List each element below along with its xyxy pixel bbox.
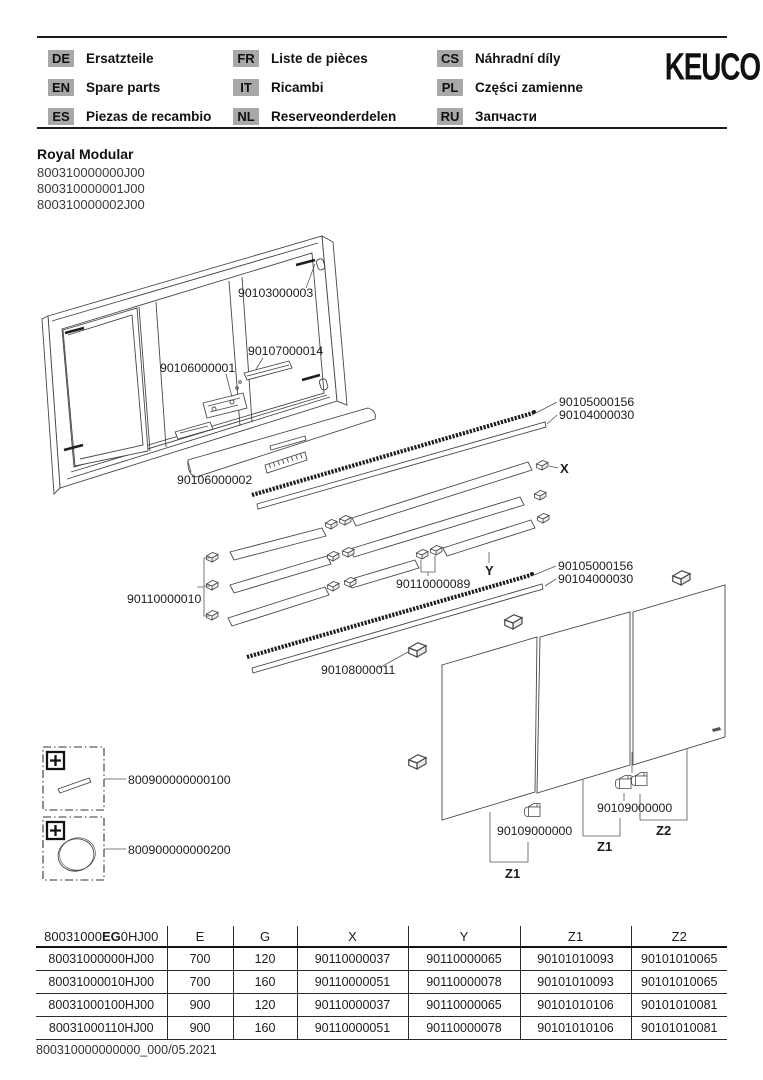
cell: 90101010106 <box>520 1017 631 1040</box>
lang-label-es: Piezas de recambio <box>86 108 212 124</box>
col-header-g: G <box>233 926 297 947</box>
part-label: 90104000030 <box>559 408 635 422</box>
lang-badge-nl: NL <box>233 108 259 125</box>
part-label: 90109000000 <box>497 824 573 838</box>
cell: 80031000100HJ00 <box>36 994 167 1017</box>
lang-label-ru: Запчасти <box>475 108 537 124</box>
col-header-z1: Z1 <box>520 926 631 947</box>
cell: 80031000010HJ00 <box>36 971 167 994</box>
partno-eg: EG <box>101 928 121 944</box>
lang-row-pl <box>437 78 583 96</box>
cell: 900 <box>167 1017 233 1040</box>
lang-badge-fr: FR <box>233 50 259 67</box>
cell: 90110000078 <box>408 1017 520 1040</box>
lang-badge-es: ES <box>48 108 74 125</box>
cell: 90110000051 <box>297 1017 408 1040</box>
cell: 90110000051 <box>297 971 408 994</box>
shelf-group-right <box>326 461 570 592</box>
table-row <box>36 994 727 1017</box>
cell: 900 <box>167 994 233 1017</box>
part-label: 800900000000100 <box>128 773 231 787</box>
lang-label-fr: Liste de pièces <box>271 50 368 66</box>
cell: 90110000065 <box>408 947 520 971</box>
mirror-doors <box>442 585 725 820</box>
part-label: 800900000000200 <box>128 843 231 857</box>
table-header-row <box>36 926 727 947</box>
z1-left-label: Z1 <box>505 866 521 881</box>
cell: 90110000037 <box>297 994 408 1017</box>
lang-label-de: Ersatzteile <box>86 50 154 66</box>
product-code: 800310000001J00 <box>37 181 145 196</box>
part-label: 90103000003 <box>238 286 314 300</box>
part-label: 90110000089 <box>396 577 471 591</box>
variants-table <box>36 926 727 1040</box>
z1-mid-label: Z1 <box>597 839 613 854</box>
cell: 90101010065 <box>631 971 727 994</box>
col-header-x: X <box>297 926 408 947</box>
cell: 90101010081 <box>631 994 727 1017</box>
cell: 90110000065 <box>408 994 520 1017</box>
cell: 90101010093 <box>520 971 631 994</box>
table-row <box>36 947 727 971</box>
part-label: 90109000000 <box>597 801 673 815</box>
part-label: 90110000010 <box>127 592 202 606</box>
lang-badge-ru: RU <box>437 108 463 125</box>
lang-badge-en: EN <box>48 79 74 96</box>
cell: 120 <box>233 947 297 971</box>
lang-badge-cs: CS <box>437 50 463 67</box>
lang-label-cs: Náhradní díly <box>475 50 561 66</box>
table-row <box>36 971 727 994</box>
cell: 160 <box>233 971 297 994</box>
col-header-e: E <box>167 926 233 947</box>
table-row <box>36 1017 727 1040</box>
part-label: 90105000156 <box>558 559 634 573</box>
lang-badge-pl: PL <box>437 79 463 96</box>
part-label: 90104000030 <box>558 572 634 586</box>
col-header-y: Y <box>408 926 520 947</box>
part-label: 90107000014 <box>248 344 324 358</box>
cell: 700 <box>167 947 233 971</box>
product-name: Royal Modular <box>37 146 134 162</box>
z2-label: Z2 <box>656 823 672 838</box>
shelf-group-left <box>127 528 331 626</box>
lang-badge-it: IT <box>233 79 259 96</box>
part-label: 90105000156 <box>559 395 635 409</box>
lang-label-en: Spare parts <box>86 79 161 95</box>
cell: 700 <box>167 971 233 994</box>
shelf-y-label: Y <box>485 563 494 578</box>
lang-row-es <box>48 107 211 125</box>
cell: 90110000078 <box>408 971 520 994</box>
lang-row-fr <box>233 49 368 67</box>
lang-row-cs <box>437 49 561 67</box>
lang-row-en <box>48 78 160 96</box>
cell: 90110000037 <box>297 947 408 971</box>
shelf-x-label: X <box>560 461 569 476</box>
lang-row-it <box>233 78 324 96</box>
partno-prefix: 80031000 <box>44 928 102 944</box>
document-number: 800310000000000_000/05.2021 <box>36 1043 217 1057</box>
cell: 90101010081 <box>631 1017 727 1040</box>
lang-row-ru <box>437 107 537 125</box>
cell: 80031000110HJ00 <box>36 1017 167 1040</box>
partno-suffix: 0HJ00 <box>120 928 159 944</box>
cell: 160 <box>233 1017 297 1040</box>
cell: 90101010093 <box>520 947 631 971</box>
cell: 90101010106 <box>520 994 631 1017</box>
top-rule <box>37 36 727 38</box>
lang-label-it: Ricambi <box>271 79 324 95</box>
cell: 90101010065 <box>631 947 727 971</box>
lang-row-nl <box>233 107 396 125</box>
col-header-z2: Z2 <box>631 926 727 947</box>
lang-label-pl: Części zamienne <box>475 79 584 95</box>
table-header-partno <box>36 926 167 947</box>
header-bottom-rule <box>37 127 727 129</box>
lang-label-nl: Reserveonderdelen <box>271 108 397 124</box>
lang-badge-de: DE <box>48 50 74 67</box>
product-code: 800310000000J00 <box>37 165 145 180</box>
cell: 120 <box>233 994 297 1017</box>
exploded-diagram <box>0 222 763 922</box>
part-label: 90108000011 <box>321 663 396 677</box>
accessory-boxes <box>43 747 231 880</box>
keuco-logo: KEUCO <box>664 46 760 89</box>
part-label: 90106000002 <box>177 473 253 487</box>
cell: 80031000000HJ00 <box>36 947 167 971</box>
part-label: 90106000001 <box>160 361 236 375</box>
product-code: 800310000002J00 <box>37 197 145 212</box>
lang-row-de <box>48 49 154 67</box>
